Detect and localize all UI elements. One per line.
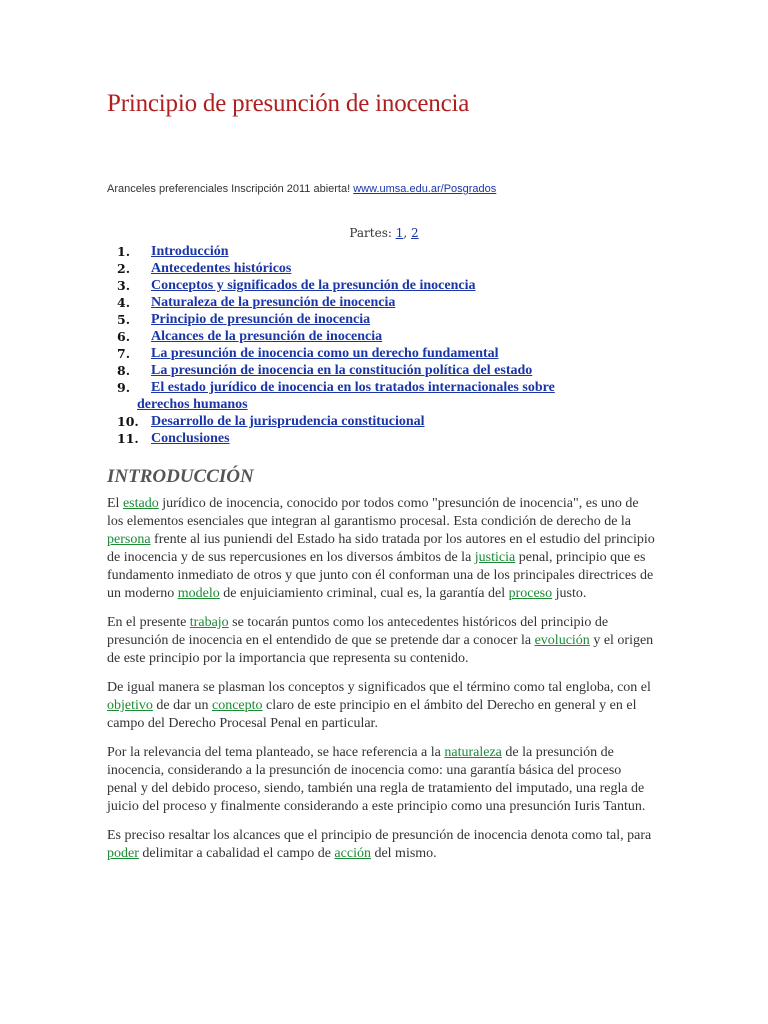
text: De igual manera se plasman los conceptos y significados que el término como tal engloba, con el [107,680,651,695]
toc-number: 10. [117,414,139,429]
paragraph-4 [107,744,655,816]
toc-item [117,243,637,260]
paragraph-3 [107,679,655,733]
text: del mismo. [370,846,437,861]
toc-number: 6. [117,329,131,344]
toc-link-naturaleza[interactable]: Naturaleza de la presunción de inocencia [151,295,396,310]
section-heading: INTRODUCCIÓN [107,466,254,487]
toc-link-antecedentes[interactable]: Antecedentes históricos [151,261,292,276]
link-poder[interactable]: poder [107,846,139,861]
parts-separator: , [403,226,411,240]
link-trabajo[interactable]: trabajo [189,615,229,630]
link-proceso[interactable]: proceso [508,586,553,601]
text: En el presente [107,615,190,630]
text: delimitar a cabalidad el campo de [138,846,335,861]
toc-number: 3. [117,278,131,293]
toc-number: 1. [117,244,131,259]
toc-item [117,430,637,447]
toc-item [117,413,637,430]
toc-link-conceptos[interactable]: Conceptos y significados de la presunción de inocencia [151,278,476,293]
toc-item [117,260,637,277]
toc-item [117,379,637,413]
toc-link-tratados-cont[interactable]: derechos humanos [137,397,248,412]
toc-item [117,362,637,379]
paragraph-5 [107,827,655,863]
parts-label: Partes: [349,226,396,240]
toc-item [117,311,637,328]
paragraph-1 [107,495,655,603]
text: justo. [552,586,587,601]
toc-link-principio[interactable]: Principio de presunción de inocencia [151,312,371,327]
link-modelo[interactable]: modelo [177,586,220,601]
text: de dar un [152,698,212,713]
text: de enjuiciamiento criminal, cual es, la garantía del [219,586,509,601]
link-estado[interactable]: estado [122,496,159,511]
text: Por la relevancia del tema planteado, se hace referencia a la [107,745,445,760]
table-of-contents [117,243,637,447]
toc-item [117,294,637,311]
link-evolucion[interactable]: evolución [534,633,590,648]
ad-link[interactable]: www.umsa.edu.ar/Posgrados [353,183,497,195]
link-accion[interactable]: acción [334,846,371,861]
toc-link-constitucion[interactable]: La presunción de inocencia en la constitución política del estado [151,363,533,378]
link-concepto[interactable]: concepto [211,698,263,713]
toc-number: 7. [117,346,131,361]
toc-link-conclusiones[interactable]: Conclusiones [151,431,230,446]
text: frente al ius puniendi del Estado ha sido tratada por los autores en el estudio del principio de inocencia y de sus repercusiones en los diversos ámbitos de la [107,532,655,565]
ad-banner [107,183,496,195]
article-body [107,495,655,874]
toc-number: 11. [117,431,139,446]
toc-link-derecho-fundamental[interactable]: La presunción de inocencia como un derecho fundamental [151,346,499,361]
paragraph-2 [107,614,655,668]
toc-number: 8. [117,363,131,378]
text: Es preciso resaltar los alcances que el principio de presunción de inocencia denota como tal, para [107,828,652,843]
link-naturaleza[interactable]: naturaleza [444,745,502,760]
toc-link-introduccion[interactable]: Introducción [151,244,229,259]
text: y el origen de este principio por la importancia que representa su contenido. [107,633,654,666]
toc-link-alcances[interactable]: Alcances de la presunción de inocencia [151,329,383,344]
ad-text: Aranceles preferenciales Inscripción 2011 abierta! [107,183,354,195]
text: penal, principio que es fundamento inmediato de otros y que junto con él conforman una de los principales directrices de un moderno [107,550,654,601]
toc-number: 9. [117,380,131,395]
toc-item [117,328,637,345]
text: jurídico de inocencia, conocido por todos como "presunción de inocencia", es uno de los elementos esenciales que integran al garantismo procesal. Esta condición de derecho de la [107,496,639,529]
link-objetivo[interactable]: objetivo [107,698,153,713]
page-title: Principio de presunción de inocencia [107,90,470,117]
text: se tocarán puntos como los antecedentes históricos del principio de presunción de inocencia en el entendido de que se pretende dar a conocer la [107,615,609,648]
toc-number: 5. [117,312,131,327]
text: claro de este principio en el ámbito del Derecho en general y en el campo del Derecho Procesal Penal en particular. [107,698,637,731]
text: de la presunción de inocencia, considerando a la presunción de inocencia como: una garantía básica del proceso penal y del debido proceso, siendo, también una regla de tratamiento del imputado, una regla de juicio del proceso y finalmente considerando a este principio como una presunción Iuris Tantun. [107,745,646,814]
toc-item [117,345,637,362]
part-1-link[interactable]: 1 [395,226,404,240]
toc-item [117,277,637,294]
toc-link-jurisprudencia[interactable]: Desarrollo de la jurisprudencia constitucional [151,414,425,429]
toc-link-tratados[interactable]: El estado jurídico de inocencia en los tratados internacionales sobre [151,380,555,395]
link-persona[interactable]: persona [107,532,151,547]
toc-number: 4. [117,295,131,310]
link-justicia[interactable]: justicia [474,550,516,565]
text: El [107,496,123,511]
toc-number: 2. [117,261,131,276]
parts-nav [0,226,768,240]
part-2-link[interactable]: 2 [411,226,419,240]
